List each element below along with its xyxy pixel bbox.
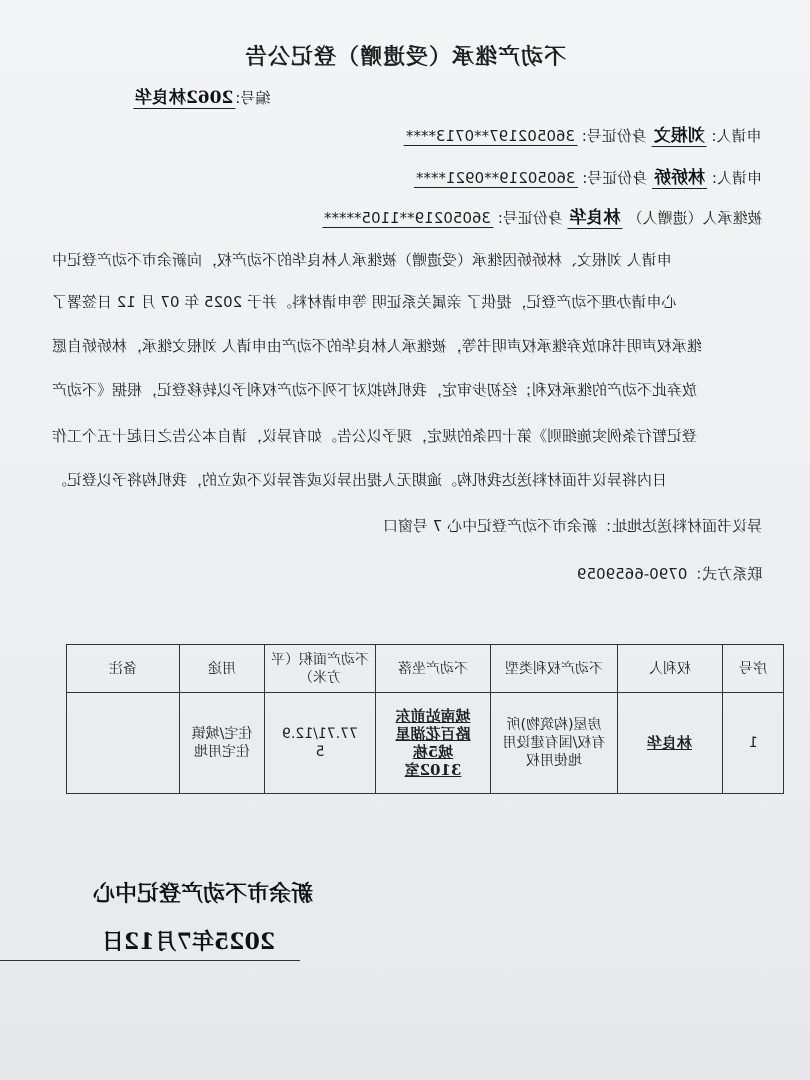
header-remark: 备注: [67, 645, 180, 693]
header-location: 不动产坐落: [376, 645, 491, 693]
applicant2-name: 林娇娇: [654, 168, 706, 188]
header-index: 序号: [723, 645, 784, 693]
applicant2-label: 申请人:: [711, 169, 762, 187]
decedent-row: [322, 208, 762, 228]
decedent-id-label: 身份证号:: [497, 209, 563, 227]
objection-address: 异议书面材料送达地址：新余市不动产登记中心 7 号窗口: [382, 517, 762, 535]
cell-owner: 林良华: [618, 693, 723, 794]
decedent-label: 被继承人（遗赠人）: [626, 209, 762, 227]
contact-info: 联系方式：0790-6659059: [576, 565, 762, 583]
serial-value: 2062林良华: [134, 88, 233, 108]
cell-remark: [67, 693, 180, 794]
applicant2-id: 36050219**0921****: [416, 169, 576, 187]
signature-underline: [0, 960, 300, 961]
body-line-2: 心申请办理不动产登记，提供了 亲属关系证明 等申请材料。并于 2025 年 07 月 12 日签署了: [52, 293, 677, 311]
footer-org: 新余市不动产登记中心: [92, 881, 313, 907]
applicant1-label: 申请人:: [711, 127, 762, 145]
table-row: [67, 693, 784, 794]
cell-index: 1: [723, 693, 784, 794]
decedent-id: 36050219**1105*****: [323, 209, 491, 227]
applicant2-id-label: 身份证号:: [582, 169, 648, 187]
cell-area: 77.71/12.95: [265, 693, 376, 794]
header-area: 不动产面积（平方米）: [265, 645, 376, 693]
serial-row: [70, 88, 270, 108]
applicant1-row: [404, 126, 762, 146]
body-line-4: 放弃此不动产的继承权利；经初步审定，我机构拟对下列不动产权利予以转移登记，根据《不动产: [52, 381, 698, 399]
applicant1-id: 360502197**0713****: [406, 127, 576, 145]
applicant1-name: 刘根文: [654, 126, 706, 146]
header-owner: 权利人: [618, 645, 723, 693]
body-line-3: 继承权声明书和放弃继承权声明书等，被继承人林良华的不动产由申请人 刘根文继承，林娇娇自愿: [52, 337, 702, 355]
applicant2-row: [414, 168, 762, 188]
body-line-5: 登记暂行条例实施细则》第十四条的规定，现予以公告。如有异议，请自本公告之日起十五个工作: [52, 427, 698, 445]
cell-usage: 住宅/城镇住宅用地: [180, 693, 265, 794]
decedent-name: 林良华: [569, 208, 621, 228]
notice-title: [0, 40, 810, 71]
header-usage: 用途: [180, 645, 265, 693]
body-line-1: 申请人 刘根文、林娇娇因继承（受遗赠）被继承人林良华的不动产权，向新余市不动产登记中: [52, 251, 672, 269]
applicant1-id-label: 身份证号:: [582, 127, 648, 145]
cell-right-type: 房屋(构筑物)所有权/国有建设用地使用权: [491, 693, 618, 794]
header-right-type: 不动产权利类型: [491, 645, 618, 693]
table-header-row: [67, 645, 784, 693]
cell-location: 城南站前东路百花湖星城5栋3102室: [376, 693, 491, 794]
footer-date: 2025年7月12日: [102, 929, 276, 955]
property-table: [66, 644, 784, 794]
body-line-6: 日内将异议书面材料送达我机构。逾期无人提出异议或者异议不成立的，我机构将予以登记。: [52, 471, 668, 489]
serial-label: 编号:: [234, 89, 270, 107]
notice-title-text: 不动产继承（受遗赠）登记公告: [243, 45, 566, 70]
